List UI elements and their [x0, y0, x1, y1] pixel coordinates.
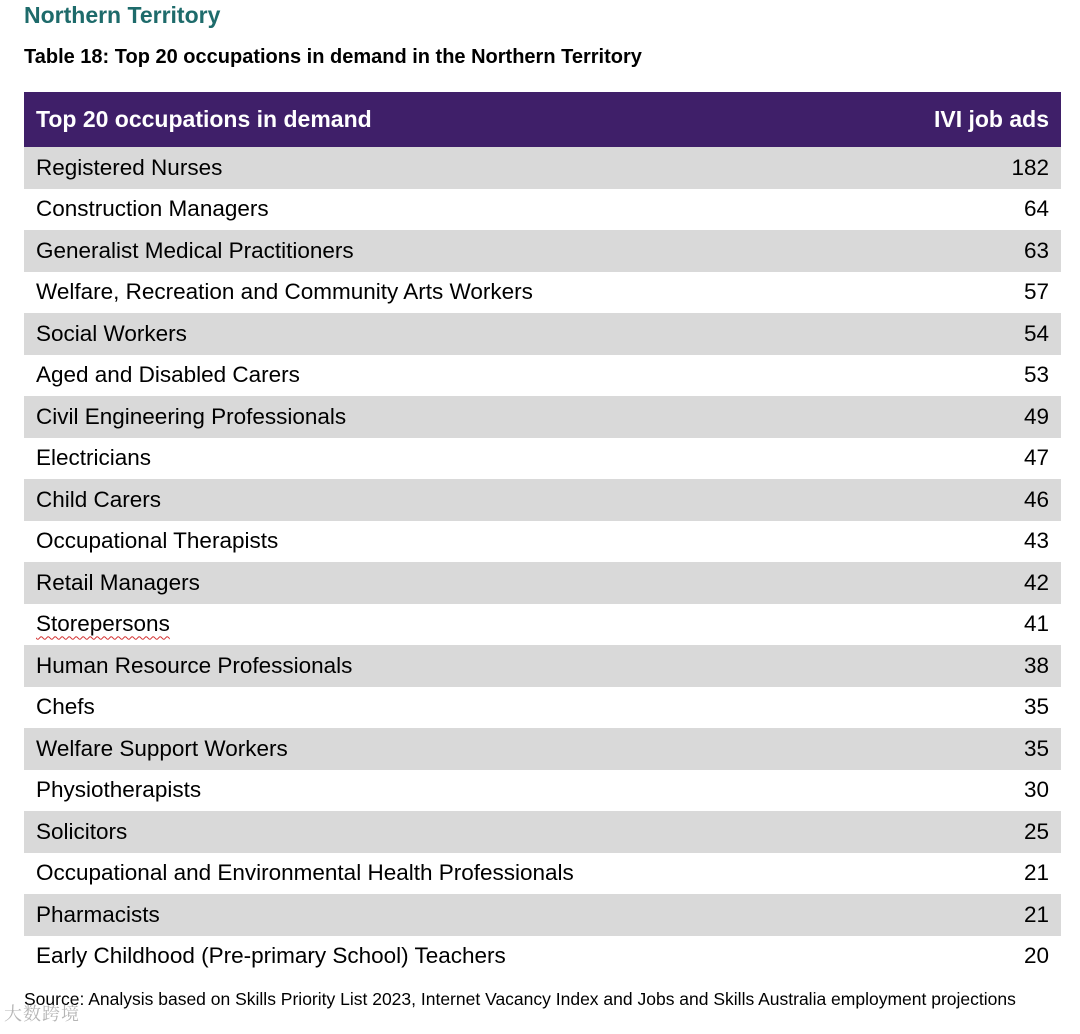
table-row	[24, 894, 1061, 936]
row-occupation: Occupational Therapists	[36, 528, 279, 554]
source-note: Source: Analysis based on Skills Priority List 2023, Internet Vacancy Index and Jobs and Skills Australia employment projections	[24, 989, 1016, 1009]
row-value: 20	[1023, 943, 1049, 969]
watermark: 大数跨境	[4, 1004, 80, 1024]
row-occupation: Occupational and Environmental Health Professionals	[36, 860, 574, 886]
table-row	[24, 189, 1061, 231]
row-occupation: Early Childhood (Pre-primary School) Teachers	[36, 943, 506, 969]
table-row	[24, 728, 1061, 770]
header-occupation: Top 20 occupations in demand	[36, 106, 372, 132]
row-value: 53	[1023, 362, 1049, 388]
row-occupation: Child Carers	[36, 486, 162, 512]
row-occupation: Pharmacists	[36, 901, 160, 927]
table-row	[24, 147, 1061, 189]
table-row	[24, 521, 1061, 563]
row-occupation: Aged and Disabled Carers	[36, 362, 300, 388]
row-value: 42	[1023, 569, 1049, 595]
table-row	[24, 936, 1061, 978]
row-occupation: Generalist Medical Practitioners	[36, 237, 354, 263]
row-occupation: Physiotherapists	[36, 777, 202, 803]
row-value: 46	[1023, 486, 1049, 512]
section-heading: Northern Territory	[24, 2, 221, 28]
table-row	[24, 604, 1061, 646]
row-occupation: Electricians	[36, 445, 152, 471]
table-row	[24, 853, 1061, 895]
row-value: 54	[1023, 320, 1049, 346]
table-row	[24, 313, 1061, 355]
row-value: 43	[1023, 528, 1049, 554]
row-occupation: Construction Managers	[36, 196, 269, 222]
row-value: 57	[1023, 279, 1049, 305]
table-row	[24, 272, 1061, 314]
table-row	[24, 479, 1061, 521]
row-occupation: Chefs	[36, 694, 95, 720]
row-value: 63	[1023, 237, 1049, 263]
row-occupation: Solicitors	[36, 818, 128, 844]
row-value: 64	[1023, 196, 1049, 222]
row-value: 49	[1023, 403, 1049, 429]
row-value: 25	[1023, 818, 1049, 844]
table-row	[24, 396, 1061, 438]
table-row	[24, 687, 1061, 729]
table-row	[24, 355, 1061, 397]
table-caption: Table 18: Top 20 occupations in demand in the Northern Territory	[24, 46, 642, 68]
row-occupation: Welfare Support Workers	[36, 735, 288, 761]
table-row	[24, 438, 1061, 480]
row-occupation: Storepersons	[36, 611, 170, 637]
row-value: 30	[1023, 777, 1049, 803]
row-occupation: Welfare, Recreation and Community Arts Workers	[36, 279, 533, 305]
table-header-row	[24, 92, 1061, 147]
header-value: IVI job ads	[933, 106, 1049, 132]
table-row	[24, 562, 1061, 604]
row-occupation: Civil Engineering Professionals	[36, 403, 347, 429]
row-occupation: Social Workers	[36, 320, 187, 346]
table-row	[24, 811, 1061, 853]
row-occupation: Registered Nurses	[36, 154, 223, 180]
row-value: 41	[1023, 611, 1049, 637]
table-row	[24, 770, 1061, 812]
row-value: 35	[1023, 735, 1049, 761]
row-occupation: Retail Managers	[36, 569, 200, 595]
row-value: 47	[1023, 445, 1049, 471]
row-value: 35	[1023, 694, 1049, 720]
table-row	[24, 645, 1061, 687]
row-value: 38	[1023, 652, 1049, 678]
row-value: 21	[1023, 901, 1049, 927]
row-value: 21	[1023, 860, 1049, 886]
row-value: 182	[1011, 154, 1049, 180]
table-row	[24, 230, 1061, 272]
occupations-table	[24, 92, 1061, 977]
row-occupation: Human Resource Professionals	[36, 652, 353, 678]
